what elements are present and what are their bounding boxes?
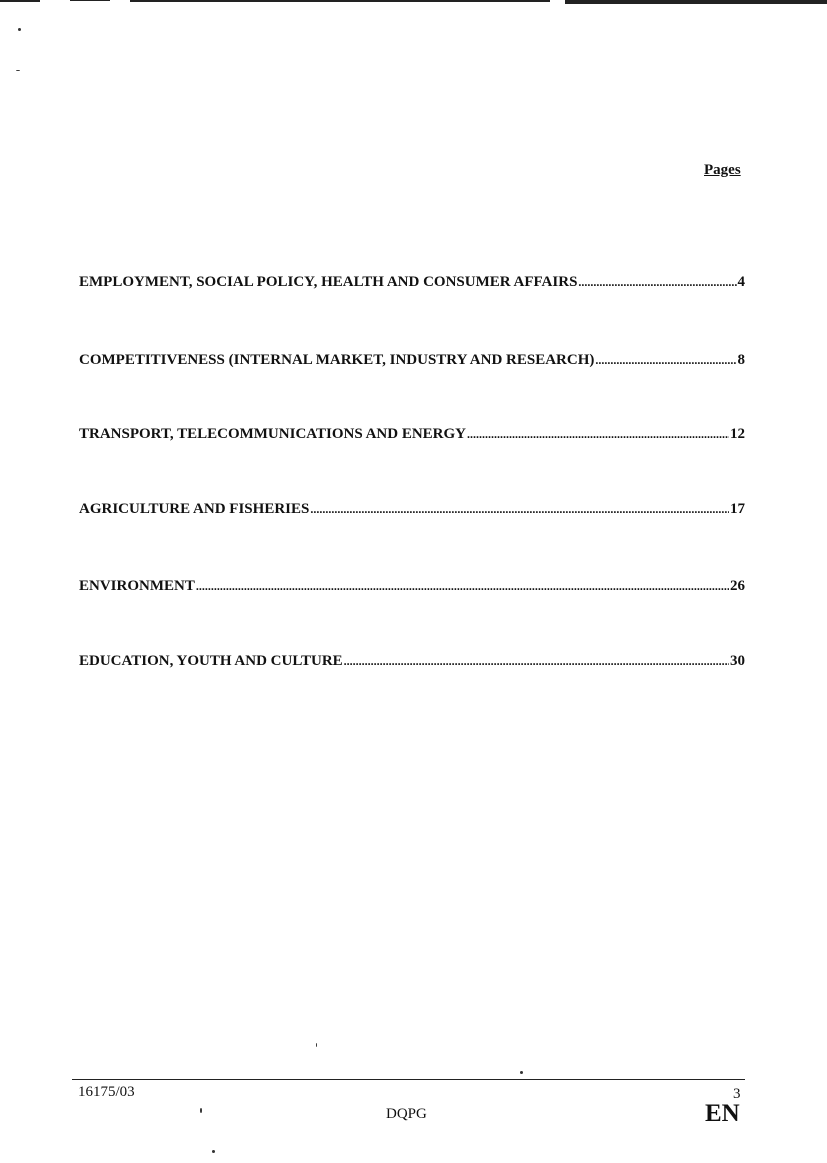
page-number: 3 bbox=[733, 1086, 741, 1102]
toc-entry-page: 12 bbox=[730, 426, 745, 442]
scan-speck bbox=[200, 1108, 202, 1113]
toc-entry-agriculture bbox=[79, 501, 745, 518]
document-number: 16175/03 bbox=[78, 1084, 135, 1100]
toc-entry-transport bbox=[79, 426, 745, 443]
toc-entry-environment bbox=[79, 578, 745, 595]
pages-heading: Pages bbox=[704, 162, 741, 178]
scan-mark bbox=[130, 0, 550, 2]
toc-entry-page: 4 bbox=[737, 274, 745, 290]
scan-speck bbox=[316, 1043, 317, 1047]
toc-dot-leader bbox=[578, 274, 736, 291]
scan-mark bbox=[70, 0, 110, 1]
toc-entry-page: 30 bbox=[730, 653, 745, 669]
scan-speck bbox=[520, 1071, 523, 1074]
toc-dot-leader bbox=[344, 653, 729, 670]
scan-mark bbox=[0, 0, 40, 2]
toc-entry-employment bbox=[79, 274, 745, 291]
toc-entry-title: AGRICULTURE AND FISHERIES bbox=[79, 501, 310, 517]
toc-entry-education bbox=[79, 653, 745, 670]
scan-speck bbox=[18, 28, 21, 31]
toc-entry-page: 17 bbox=[730, 501, 745, 517]
toc-dot-leader bbox=[467, 426, 729, 443]
footer-rule bbox=[72, 1079, 745, 1080]
toc-entry-title: TRANSPORT, TELECOMMUNICATIONS AND ENERGY bbox=[79, 426, 467, 442]
scan-mark bbox=[565, 0, 827, 4]
scan-speck bbox=[212, 1150, 215, 1153]
scan-speck bbox=[16, 70, 20, 71]
toc-entry-title: ENVIRONMENT bbox=[79, 578, 195, 594]
language-code: EN bbox=[705, 1100, 740, 1127]
department-code: DQPG bbox=[386, 1106, 427, 1122]
toc-entry-page: 8 bbox=[737, 352, 745, 368]
toc-dot-leader bbox=[196, 578, 729, 595]
scan-top-edge bbox=[0, 0, 827, 8]
toc-entry-title: EMPLOYMENT, SOCIAL POLICY, HEALTH AND CONSUMER AFFAIRS bbox=[79, 274, 578, 290]
toc-entry-title: EDUCATION, YOUTH AND CULTURE bbox=[79, 653, 343, 669]
toc-dot-leader bbox=[310, 501, 729, 518]
toc-entry-title: COMPETITIVENESS (INTERNAL MARKET, INDUSTRY AND RESEARCH) bbox=[79, 352, 595, 368]
toc-dot-leader bbox=[595, 352, 736, 369]
toc-entry-competitiveness bbox=[79, 352, 745, 369]
toc-entry-page: 26 bbox=[730, 578, 745, 594]
